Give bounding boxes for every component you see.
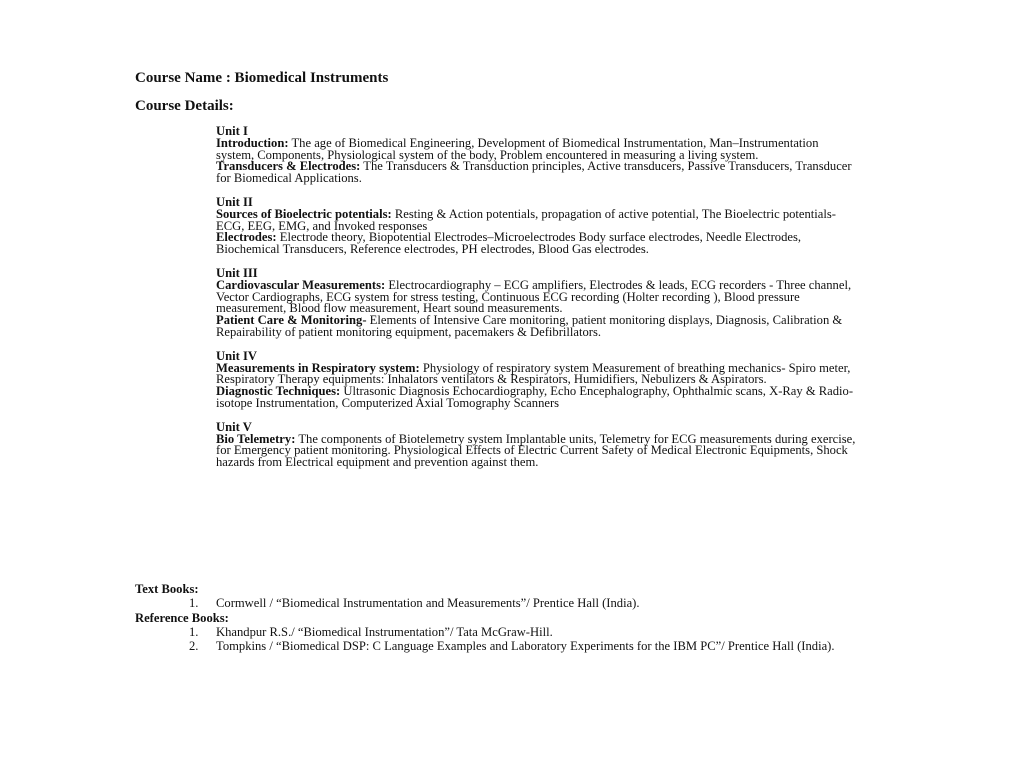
section-heading: Measurements in Respiratory system: xyxy=(216,360,420,375)
section-text: Physiology of respiratory system Measurement of breathing mechanics- Spiro meter, Respiratory Therapy equipments: Inhalators ventilators & Respirators, Humidifiers, Nebulizers & Aspirators. xyxy=(216,360,851,387)
section-heading: Electrodes: xyxy=(216,230,277,245)
section-text: The Transducers & Transduction principles, Active transducers, Passive Transducers, Transducer for Biomedical Applications. xyxy=(216,159,852,186)
section-heading: Sources of Bioelectric potentials: xyxy=(216,206,392,221)
reference-books-heading: Reference Books: xyxy=(135,610,229,625)
section-heading: Diagnostic Techniques: xyxy=(216,384,341,399)
section-heading: Introduction: xyxy=(216,135,289,150)
unit-1 xyxy=(216,126,856,185)
text-books-heading: Text Books: xyxy=(135,582,199,596)
course-name-heading: Course Name : Biomedical Instruments xyxy=(135,70,389,86)
unit-section xyxy=(216,360,856,387)
unit-5 xyxy=(216,419,856,470)
unit-4 xyxy=(216,348,856,410)
reference-book-item xyxy=(135,625,915,639)
book-number: 2. xyxy=(189,639,199,654)
section-text: Electrode theory, Biopotential Electrodes–Microelectrodes Body surface electrodes, Needle Electrodes, Biochemical Transducers, Reference electrodes, PH electrodes, Blood Gas electrodes. xyxy=(216,230,802,257)
unit-section xyxy=(216,135,856,162)
units-list xyxy=(216,126,856,481)
section-text: The age of Biomedical Engineering, Development of Biomedical Instrumentation, Man–Instrumentation system, Components, Physiological system of the body, Problem encountered in measuring a living system. xyxy=(216,135,819,162)
unit-title: Unit I xyxy=(216,124,248,138)
unit-3 xyxy=(216,265,856,339)
book-text: Khandpur R.S./ “Biomedical Instrumentation”/ Tata McGraw-Hill. xyxy=(216,624,553,639)
book-text: Tompkins / “Biomedical DSP: C Language Examples and Laboratory Experiments for the IBM PC”/ Prentice Hall (India). xyxy=(216,639,835,654)
reference-book-item xyxy=(135,639,915,653)
section-text: The components of Biotelemetry system Implantable units, Telemetry for ECG measurements during exercise, for Emergency patient monitoring. Physiological Effects of Electric Current Safety of Medical Electronic Equipments, Shock hazards from Electrical equipment and prevention against them. xyxy=(216,431,856,470)
unit-title: Unit III xyxy=(216,265,258,280)
section-text: Electrocardiography – ECG amplifiers, Electrodes & leads, ECG recorders - Three channel, Vector Cardiographs, ECG system for stress testing, Continuous ECG recording (Holter recording ), Blood pressure measurement, Blood flow measurement, Heart sound measurements. xyxy=(216,277,852,316)
unit-section xyxy=(216,277,856,316)
unit-title: Unit IV xyxy=(216,348,257,363)
book-number: 1. xyxy=(189,596,199,611)
book-text: Cormwell / “Biomedical Instrumentation and Measurements”/ Prentice Hall (India). xyxy=(216,596,640,611)
books-section xyxy=(135,582,915,653)
section-heading: Bio Telemetry: xyxy=(216,431,296,446)
section-heading: Cardiovascular Measurements: xyxy=(216,277,386,292)
unit-section xyxy=(216,315,856,339)
section-heading: Transducers & Electrodes: xyxy=(216,159,361,174)
unit-section xyxy=(216,232,856,256)
unit-section xyxy=(216,386,856,410)
section-text: Ultrasonic Diagnosis Echocardiography, Echo Encephalography, Ophthalmic scans, X-Ray & Radio-isotope Instrumentation, Computerized Axial Tomography Scanners xyxy=(216,384,854,410)
book-number: 1. xyxy=(189,624,199,639)
section-heading: Patient Care & Monitoring- xyxy=(216,313,367,328)
section-text: Elements of Intensive Care monitoring, patient monitoring displays, Diagnosis, Calibration & Repairability of patient monitoring equipment, pacemakers & Defibrillators. xyxy=(216,313,843,339)
text-book-item xyxy=(135,596,915,610)
unit-section xyxy=(216,161,856,185)
unit-title: Unit II xyxy=(216,194,253,209)
course-details-heading: Course Details: xyxy=(135,98,234,114)
unit-title: Unit V xyxy=(216,419,252,434)
unit-section xyxy=(216,431,856,470)
unit-section xyxy=(216,206,856,233)
unit-2 xyxy=(216,194,856,257)
section-text: Resting & Action potentials, propagation of active potential, The Bioelectric potentials-ECG, EEG, EMG, and Invoked responses xyxy=(216,206,836,233)
